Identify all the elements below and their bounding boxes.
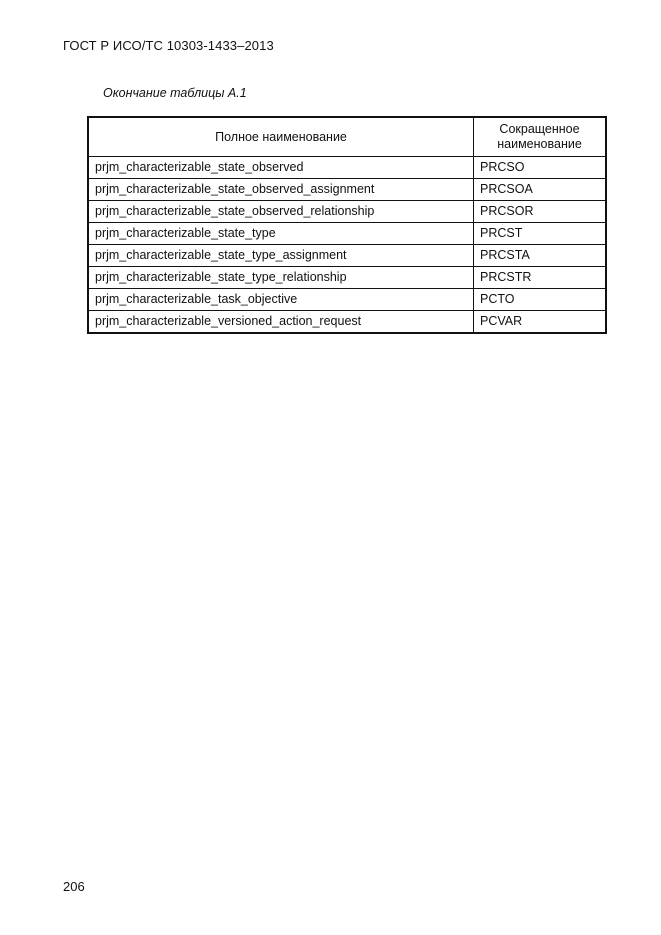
table-row <box>88 201 606 223</box>
table-header-row <box>88 117 606 157</box>
table-row <box>88 223 606 245</box>
table-row <box>88 179 606 201</box>
abbreviations-table <box>87 116 607 334</box>
short-name-cell: PRCSOR <box>474 201 606 223</box>
full-name-cell: prjm_characterizable_task_objective <box>88 289 474 311</box>
full-name-cell: prjm_characterizable_state_type_assignment <box>88 245 474 267</box>
full-name-cell: prjm_characterizable_state_observed_assignment <box>88 179 474 201</box>
short-name-cell: PRCSTR <box>474 267 606 289</box>
short-name-cell: PRCSO <box>474 157 606 179</box>
table-row <box>88 267 606 289</box>
short-name-cell: PRCSOA <box>474 179 606 201</box>
short-name-cell: PRCSTA <box>474 245 606 267</box>
full-name-cell: prjm_characterizable_state_observed_relationship <box>88 201 474 223</box>
table-caption: Окончание таблицы А.1 <box>103 86 247 100</box>
short-name-cell: PCVAR <box>474 311 606 334</box>
table-row <box>88 245 606 267</box>
document-header: ГОСТ Р ИСО/ТС 10303-1433–2013 <box>63 38 274 53</box>
full-name-cell: prjm_characterizable_state_observed <box>88 157 474 179</box>
table-row <box>88 311 606 334</box>
short-name-cell: PCTO <box>474 289 606 311</box>
short-name-cell: PRCST <box>474 223 606 245</box>
table-row <box>88 157 606 179</box>
full-name-cell: prjm_characterizable_state_type_relationship <box>88 267 474 289</box>
full-name-cell: prjm_characterizable_state_type <box>88 223 474 245</box>
column-header-short-name: Сокращенное наименование <box>474 117 606 157</box>
column-header-full-name: Полное наименование <box>88 117 474 157</box>
table-row <box>88 289 606 311</box>
full-name-cell: prjm_characterizable_versioned_action_request <box>88 311 474 334</box>
page-number: 206 <box>63 879 85 894</box>
